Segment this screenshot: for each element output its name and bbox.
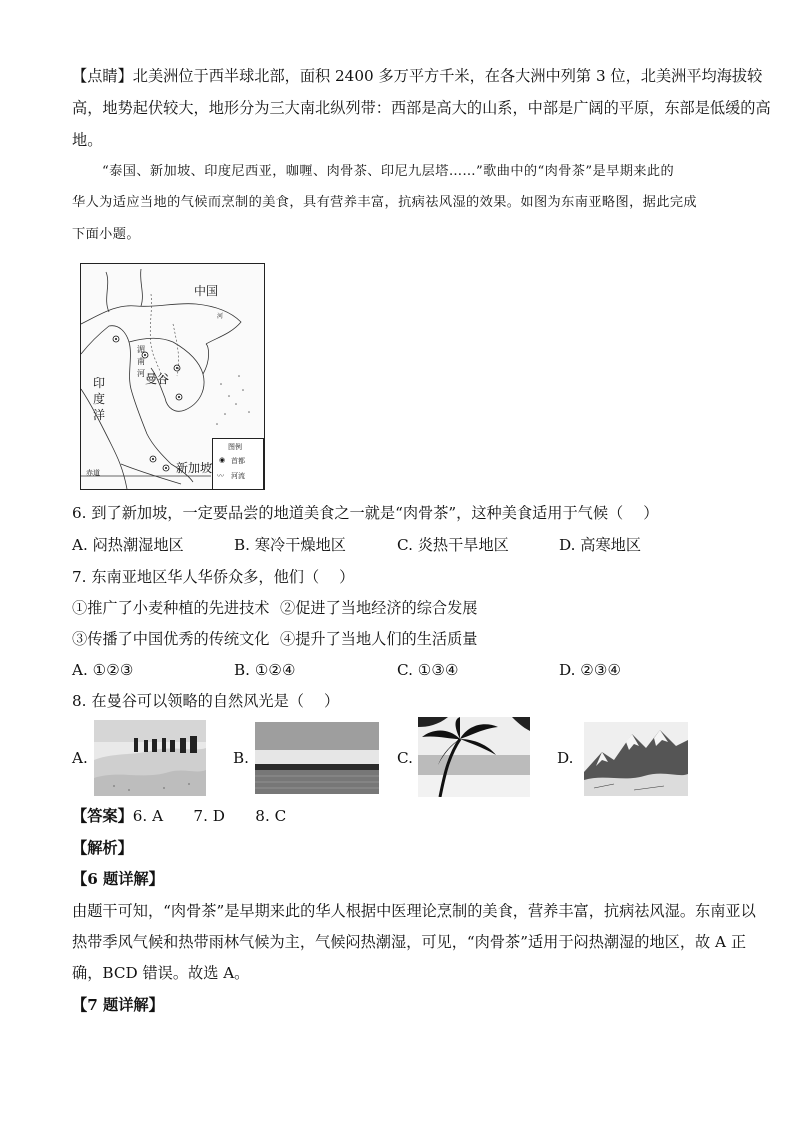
q7-option-b[interactable]: B. ①②④ (234, 661, 296, 679)
q8-option-c[interactable]: C. (397, 749, 413, 767)
map-label-indian-ocean-3: 洋 (93, 408, 106, 422)
note-line-1: 【点睛】北美洲位于西半球北部，面积 2400 多万平方千米，在各大洲中列第 3 位，北美洲平均海拔较 (72, 67, 763, 85)
q8-option-d[interactable]: D. (557, 749, 574, 767)
q6-detail-line-3: 确，BCD 错误。故选 A。 (72, 964, 250, 982)
q6-option-b[interactable]: B. 寒冷干燥地区 (234, 536, 346, 554)
southeast-asia-map (80, 263, 265, 490)
q7-option-d[interactable]: D. ②③④ (559, 661, 622, 679)
map-label-indian-ocean-1: 印 (93, 376, 106, 390)
q7-option-c[interactable]: C. ①③④ (397, 661, 459, 679)
map-label-mekong-2: 南 (137, 357, 145, 366)
desert-camel-image[interactable] (94, 720, 206, 796)
legend-title: 图例 (228, 443, 242, 451)
map-label-equator: 赤道 (86, 469, 100, 477)
q8-option-b[interactable]: B. (233, 749, 249, 767)
map-label-singapore: 新加坡 (176, 461, 213, 475)
map-label-mekong-3: 河 (137, 369, 145, 378)
q7-detail-title: 【7 题详解】 (72, 996, 164, 1014)
q6-option-c[interactable]: C. 炎热干旱地区 (397, 536, 509, 554)
answer-line (72, 806, 286, 826)
passage-line-1: “泰国、新加坡、印度尼西亚，咖喱、肉骨茶、印尼九层塔……”歌曲中的“肉骨茶”是早期来此的 (102, 164, 675, 179)
note-line-2: 高，地势起伏较大，地形分为三大南北纵列带：西部是高大的山系，中部是广阔的平原，东部是低缓的高 (72, 99, 771, 117)
legend-river-icon: 〰 (217, 472, 224, 480)
q6-stem: 6. 到了新加坡，一定要品尝的地道美食之一就是“肉骨茶”，这种美食适用于气候（ ） (72, 504, 659, 522)
map-label-indian-ocean-2: 度 (93, 392, 106, 406)
q7-statement-2: ②促进了当地经济的综合发展 (280, 599, 478, 617)
q7-statement-4: ④提升了当地人们的生活质量 (280, 630, 478, 648)
q6-detail-title: 【6 题详解】 (72, 870, 164, 888)
legend-river-label: 河流 (231, 472, 245, 480)
map-label-mekong-1: 湄 (137, 345, 145, 354)
q7-statement-3: ③传播了中国优秀的传统文化 (72, 630, 270, 648)
note-line-3: 地。 (72, 131, 103, 149)
tropical-beach-image[interactable] (418, 717, 530, 797)
snow-mountain-image[interactable] (584, 722, 688, 796)
q7-stem: 7. 东南亚地区华人华侨众多，他们（ ） (72, 568, 355, 586)
q6-option-d[interactable]: D. 高寒地区 (559, 536, 642, 554)
map-label-river: 河 (217, 313, 224, 320)
grassland-lake-image[interactable] (255, 722, 379, 794)
q6-option-a[interactable]: A. 闷热潮湿地区 (72, 536, 184, 554)
q6-detail-line-1: 由题干可知，“肉骨茶”是早期来此的华人根据中医理论烹制的美食，营养丰富，抗病祛风湿。东南亚以 (72, 902, 756, 920)
q8-option-a[interactable]: A. (72, 749, 88, 767)
q7-option-a[interactable]: A. ①②③ (72, 661, 134, 679)
q6-detail-line-2: 热带季风气候和热带雨林气候为主，气候闷热潮湿，可见，“肉骨茶”适用于闷热潮湿的地区，故 A 正 (72, 933, 747, 951)
passage-line-3: 下面小题。 (72, 227, 140, 242)
analysis-label: 【解析】 (72, 839, 133, 857)
map-label-china: 中国 (194, 284, 219, 298)
map-legend (212, 438, 264, 490)
q8-stem: 8. 在曼谷可以领略的自然风光是（ ） (72, 692, 340, 710)
answer-text: 6. A 7. D 8. C (132, 807, 287, 825)
answer-label: 【答案】 (72, 807, 133, 825)
map-label-bangkok: 曼谷 (145, 372, 170, 386)
legend-capital-icon: ◉ (219, 456, 226, 464)
q7-statement-1: ①推广了小麦种植的先进技术 (72, 599, 270, 617)
passage-line-2: 华人为适应当地的气候而烹制的美食，具有营养丰富，抗病祛风湿的效果。如图为东南亚略图，据此完成 (72, 195, 698, 210)
legend-capital-label: 首都 (231, 457, 245, 465)
